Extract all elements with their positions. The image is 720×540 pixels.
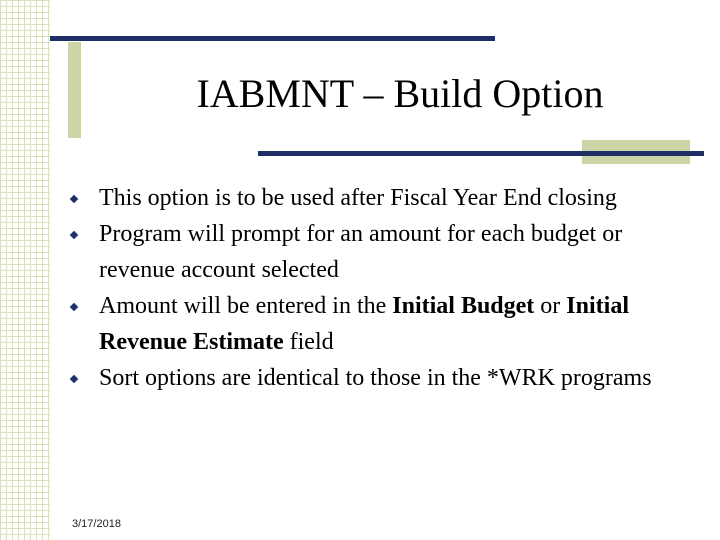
decorative-navy-line [50, 36, 495, 41]
diamond-bullet-icon [70, 375, 78, 383]
decorative-navy-line [258, 151, 704, 156]
slide-date: 3/17/2018 [72, 518, 121, 530]
bullet-text: Program will prompt for an amount for each budget or revenue account selected [99, 221, 623, 283]
bullet-item [70, 288, 690, 360]
bullet-item [70, 360, 690, 396]
bullet-item [70, 180, 690, 216]
diamond-bullet-icon [70, 231, 78, 239]
bullet-text: or [534, 293, 567, 319]
bullet-list [70, 180, 690, 396]
bullet-text: field [283, 329, 334, 355]
bullet-text: Amount will be entered in the [99, 293, 393, 319]
bullet-bold-text: Initial Revenue Estimate [99, 293, 629, 355]
diamond-bullet-icon [70, 195, 78, 203]
bullet-bold-text: Initial Budget [392, 293, 535, 319]
slide-title: IABMNT – Build Option [196, 71, 604, 116]
decorative-grid-strip [0, 0, 50, 540]
bullet-item [70, 216, 690, 288]
bullet-text: Sort options are identical to those in the *WRK programs [99, 365, 652, 391]
diamond-bullet-icon [70, 303, 78, 311]
bullet-text: This option is to be used after Fiscal Year End closing [99, 185, 617, 211]
